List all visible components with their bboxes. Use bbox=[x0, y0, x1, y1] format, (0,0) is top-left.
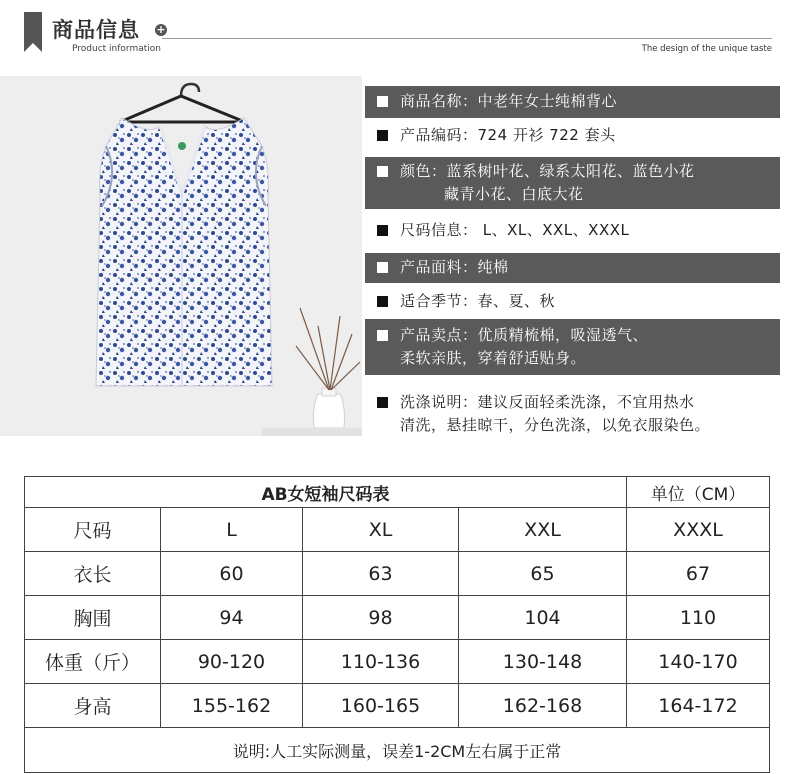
square-bullet-icon bbox=[377, 130, 388, 141]
table-cell: 体重（斤） bbox=[25, 640, 161, 684]
table-header-row bbox=[25, 508, 770, 552]
square-bullet-icon bbox=[377, 330, 388, 341]
table-cell: 63 bbox=[303, 552, 459, 596]
table-cell: 67 bbox=[627, 552, 770, 596]
info-selling-points bbox=[365, 319, 780, 375]
info-text-line2: 清洗，悬挂晾干，分色洗涤，以免衣服染色。 bbox=[400, 416, 711, 434]
table-cell: 60 bbox=[161, 552, 303, 596]
table-cell: XXXL bbox=[627, 508, 770, 552]
info-product-name bbox=[365, 86, 780, 118]
table-row bbox=[25, 640, 770, 684]
table-cell: 胸围 bbox=[25, 596, 161, 640]
info-text: 产品编码：724 开衫 722 套头 bbox=[400, 126, 616, 144]
info-product-code bbox=[365, 124, 780, 150]
table-cell: 65 bbox=[459, 552, 627, 596]
table-cell: L bbox=[161, 508, 303, 552]
square-bullet-icon bbox=[377, 225, 388, 236]
header-divider bbox=[162, 38, 772, 39]
info-season bbox=[365, 290, 780, 316]
product-photo bbox=[0, 76, 362, 436]
info-text: 洗涤说明：建议反面轻柔洗涤，不宜用热水 bbox=[400, 393, 695, 411]
table-cell: 94 bbox=[161, 596, 303, 640]
table-cell: 尺码 bbox=[25, 508, 161, 552]
table-title: AB女短袖尺码表 bbox=[25, 477, 627, 508]
table-cell: 164-172 bbox=[627, 684, 770, 728]
info-washing bbox=[365, 391, 780, 441]
plus-icon: + bbox=[156, 23, 166, 36]
table-cell: 身高 bbox=[25, 684, 161, 728]
info-colors bbox=[365, 157, 780, 209]
table-cell: 衣长 bbox=[25, 552, 161, 596]
table-cell: 110-136 bbox=[303, 640, 459, 684]
table-row bbox=[25, 596, 770, 640]
table-cell: 162-168 bbox=[459, 684, 627, 728]
table-title-row bbox=[25, 477, 770, 508]
info-text: 产品卖点：优质精梳棉，吸湿透气、 bbox=[400, 326, 649, 344]
info-text-line2: 藏青小花、白底大花 bbox=[444, 185, 584, 203]
square-bullet-icon bbox=[377, 262, 388, 273]
section-title: 商品信息 bbox=[52, 18, 140, 42]
square-bullet-icon bbox=[377, 96, 388, 107]
square-bullet-icon bbox=[377, 296, 388, 307]
info-sizes bbox=[365, 219, 780, 245]
section-subtitle: Product information bbox=[72, 44, 161, 54]
table-cell: 90-120 bbox=[161, 640, 303, 684]
info-text-line2: 柔软亲肤，穿着舒适贴身。 bbox=[400, 349, 587, 367]
square-bullet-icon bbox=[377, 397, 388, 408]
table-cell: 160-165 bbox=[303, 684, 459, 728]
info-text: 适合季节：春、夏、秋 bbox=[400, 292, 556, 310]
table-cell: XL bbox=[303, 508, 459, 552]
table-cell: 155-162 bbox=[161, 684, 303, 728]
section-header bbox=[0, 0, 790, 70]
table-cell: 140-170 bbox=[627, 640, 770, 684]
tagline: The design of the unique taste bbox=[641, 44, 772, 54]
table-cell: XXL bbox=[459, 508, 627, 552]
table-cell: 130-148 bbox=[459, 640, 627, 684]
info-fabric bbox=[365, 253, 780, 283]
info-text: 商品名称：中老年女士纯棉背心 bbox=[400, 92, 618, 110]
table-note-row bbox=[25, 728, 770, 773]
info-text: 尺码信息： L、XL、XXL、XXXL bbox=[400, 221, 630, 239]
table-unit: 单位（CM） bbox=[627, 477, 770, 508]
square-bullet-icon bbox=[377, 166, 388, 177]
info-text: 颜色：蓝系树叶花、绿系太阳花、蓝色小花 bbox=[400, 162, 695, 180]
size-chart-table bbox=[24, 476, 770, 773]
table-cell: 104 bbox=[459, 596, 627, 640]
info-text: 产品面料：纯棉 bbox=[400, 258, 509, 276]
table-cell: 98 bbox=[303, 596, 459, 640]
table-row bbox=[25, 684, 770, 728]
bookmark-icon bbox=[24, 12, 42, 52]
table-note: 说明:人工实际测量，误差1-2CM左右属于正常 bbox=[25, 728, 770, 773]
vest-illustration bbox=[0, 76, 362, 436]
table-cell: 110 bbox=[627, 596, 770, 640]
table-row bbox=[25, 552, 770, 596]
